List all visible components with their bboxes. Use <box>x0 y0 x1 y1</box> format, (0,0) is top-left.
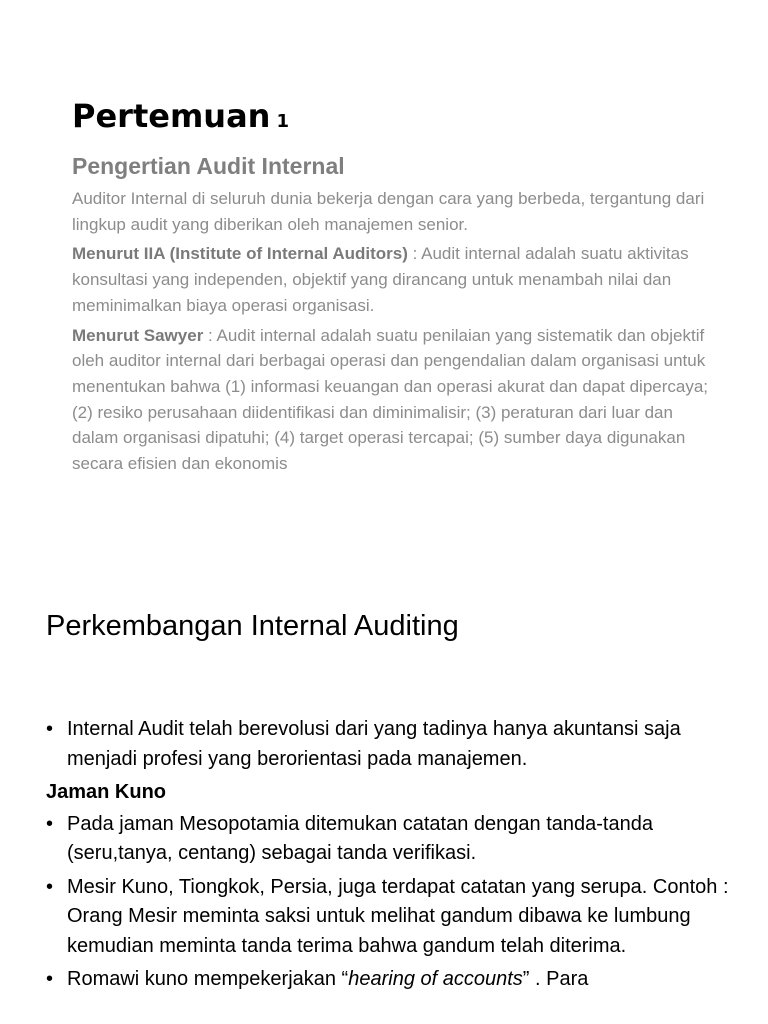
bullet-icon: • <box>46 812 54 835</box>
intro-paragraph: Auditor Internal di seluruh dunia bekerja dengan cara yang berbeda, tergantung dari lingkup audit yang diberikan oleh manajemen senior. <box>72 189 705 234</box>
slide-title-number: 1 <box>276 111 289 132</box>
bullet-item <box>46 873 736 962</box>
bullet-icon: • <box>46 718 54 740</box>
bullet-icon: • <box>46 968 54 990</box>
bullet-icon: • <box>46 875 54 898</box>
bullet-item <box>46 965 736 995</box>
bullet-text-end: ” . Para <box>522 968 589 990</box>
slide-subtitle: Pengertian Audit Internal <box>72 153 345 179</box>
bullet-text: Pada jaman Mesopotamia ditemukan catatan dengan tanda-tanda (seru,tanya, centang) sebagai tanda verifikasi. <box>67 812 653 864</box>
section-heading: Jaman Kuno <box>46 781 167 803</box>
iia-text: : Audit internal adalah suatu aktivitas konsultasi yang independen, objektif yang dirancang untuk menambah nilai dan meminimalkan biaya operasi organisasi. <box>72 244 689 315</box>
iia-label: Menurut IIA (Institute of Internal Auditors) <box>72 244 408 264</box>
bullet-text <box>67 968 588 990</box>
slide-title <box>72 96 289 142</box>
sawyer-definition-paragraph <box>72 323 722 477</box>
sawyer-label: Menurut Sawyer <box>72 325 204 345</box>
slide-title: Perkembangan Internal Auditing <box>46 610 459 642</box>
bullet-text-italic: hearing of accounts <box>348 968 523 990</box>
slide-body <box>46 715 736 999</box>
slide-title-text: Pertemuan <box>72 97 271 135</box>
sawyer-text: : Audit internal adalah suatu penilaian yang sistematik dan objektif oleh auditor internal dari berbagai operasi dan pengendalian dalam organisasi untuk menentukan bahwa (1) informasi keuangan dan operasi akurat dan dapat dipercaya; (2) resiko perusahaan diidentifikasi dan diminimalisir; (3) peraturan dari luar dan dalam organisasi dipatuhi; (4) target operasi tercapai; (5) sumber daya digunakan secara efisien dan ekonomis <box>72 325 709 474</box>
bullet-item <box>46 715 736 774</box>
bullet-text: Mesir Kuno, Tiongkok, Persia, juga terdapat catatan yang serupa. Contoh : Orang Mesir meminta saksi untuk melihat gandum dibawa ke lumbung kemudian meminta tanda terima bahwa gandum telah diterima. <box>67 875 729 957</box>
bullet-text: Internal Audit telah berevolusi dari yang tadinya hanya akuntansi saja menjadi profesi yang berorientasi pada manajemen. <box>67 718 681 770</box>
bullet-text-start: Romawi kuno mempekerjakan “ <box>67 968 349 990</box>
slide-perkembangan <box>0 560 768 1024</box>
iia-definition-paragraph <box>72 241 722 318</box>
slide-body <box>72 186 722 481</box>
bullet-item <box>46 810 736 869</box>
